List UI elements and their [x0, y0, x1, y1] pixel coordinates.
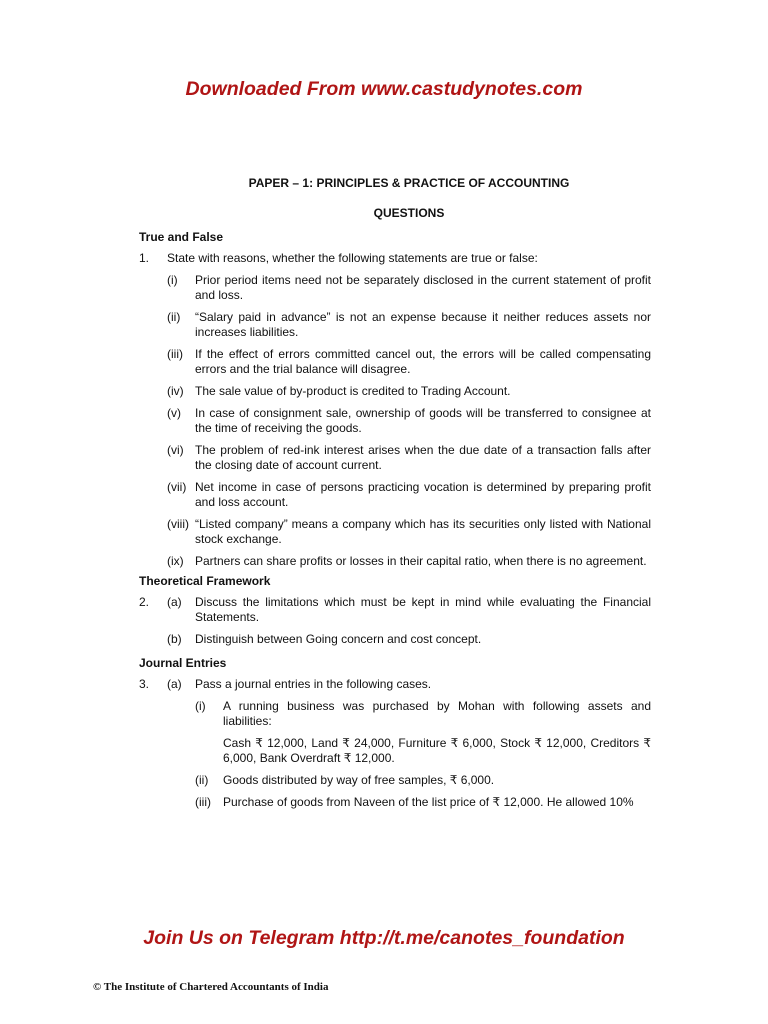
- list-item: [167, 480, 651, 510]
- item-text: “Salary paid in advance” is not an expense because it neither reduces assets nor increases liabilities.: [195, 310, 651, 339]
- section-heading-true-false: True and False: [139, 230, 224, 244]
- item-text: Goods distributed by way of free samples, ₹ 6,000.: [223, 773, 495, 787]
- list-item: [167, 384, 651, 399]
- list-item: [167, 443, 651, 473]
- item-text: A running business was purchased by Mohan with following assets and liabilities:: [223, 699, 651, 728]
- question-3a: [139, 677, 651, 692]
- question-number: 2.: [139, 595, 150, 609]
- asset-liability-detail: Cash ₹ 12,000, Land ₹ 24,000, Furniture ₹ 6,000, Stock ₹ 12,000, Creditors ₹ 6,000, Bank Overdraft ₹ 12,000.: [223, 736, 651, 765]
- list-item: [167, 347, 651, 377]
- item-number: (ix): [167, 554, 184, 568]
- list-item: [167, 517, 651, 547]
- item-number: (viii): [167, 517, 189, 531]
- part-text: Distinguish between Going concern and cost concept.: [195, 632, 482, 646]
- copyright-footer: © The Institute of Chartered Accountants of India: [93, 981, 329, 993]
- item-text: Purchase of goods from Naveen of the list price of ₹ 12,000. He allowed 10%: [223, 795, 634, 809]
- list-item: [195, 699, 651, 729]
- item-text: “Listed company” means a company which has its securities only listed with National stock exchange.: [195, 517, 651, 546]
- item-number: (vi): [167, 443, 184, 457]
- question-text: State with reasons, whether the following statements are true or false:: [167, 251, 538, 265]
- item-text: Partners can share profits or losses in their capital ratio, when there is no agreement.: [195, 554, 647, 568]
- item-text: Net income in case of persons practicing vocation is determined by preparing profit and loss account.: [195, 480, 651, 509]
- part-number: (b): [167, 632, 182, 646]
- question-1: [139, 251, 651, 266]
- section-heading-theoretical-framework: Theoretical Framework: [139, 574, 271, 588]
- question-number: 1.: [139, 251, 150, 265]
- question-2b: [167, 632, 651, 647]
- part-number: (a): [167, 595, 182, 609]
- item-number: (i): [195, 699, 206, 713]
- part-text: Discuss the limitations which must be kept in mind while evaluating the Financial Statements.: [195, 595, 651, 624]
- item-number: (vii): [167, 480, 187, 494]
- list-item: [167, 554, 651, 569]
- item-number: (iv): [167, 384, 184, 398]
- item-number: (iii): [195, 795, 211, 809]
- item-text: In case of consignment sale, ownership of goods will be transferred to consignee at the time of receiving the goods.: [195, 406, 651, 435]
- list-item: [167, 406, 651, 436]
- item-text: The sale value of by-product is credited to Trading Account.: [195, 384, 511, 398]
- telegram-link-banner[interactable]: Join Us on Telegram http://t.me/canotes_foundation: [143, 927, 625, 949]
- question-number: 3.: [139, 677, 150, 691]
- item-text: If the effect of errors committed cancel out, the errors will be called compensating errors and the trial balance will disagree.: [195, 347, 651, 376]
- item-number: (iii): [167, 347, 183, 361]
- part-text: Pass a journal entries in the following cases.: [195, 677, 432, 691]
- item-text: The problem of red-ink interest arises when the due date of a transaction falls after the closing date of account current.: [195, 443, 651, 472]
- document-body: [139, 230, 651, 817]
- list-item: [195, 773, 651, 788]
- section-heading-journal-entries: Journal Entries: [139, 656, 227, 670]
- questions-heading: QUESTIONS: [373, 206, 445, 220]
- list-item: [167, 273, 651, 303]
- question-2a: [139, 595, 651, 625]
- item-number: (i): [167, 273, 178, 287]
- item-number: (ii): [195, 773, 209, 787]
- paper-title: PAPER – 1: PRINCIPLES & PRACTICE OF ACCOUNTING: [248, 176, 570, 190]
- item-number: (ii): [167, 310, 181, 324]
- list-item: [167, 310, 651, 340]
- list-item: [195, 795, 651, 810]
- item-number: (v): [167, 406, 181, 420]
- part-number: (a): [167, 677, 182, 691]
- download-source-banner: Downloaded From www.castudynotes.com: [185, 78, 583, 100]
- item-text: Prior period items need not be separately disclosed in the current statement of profit and loss.: [195, 273, 651, 302]
